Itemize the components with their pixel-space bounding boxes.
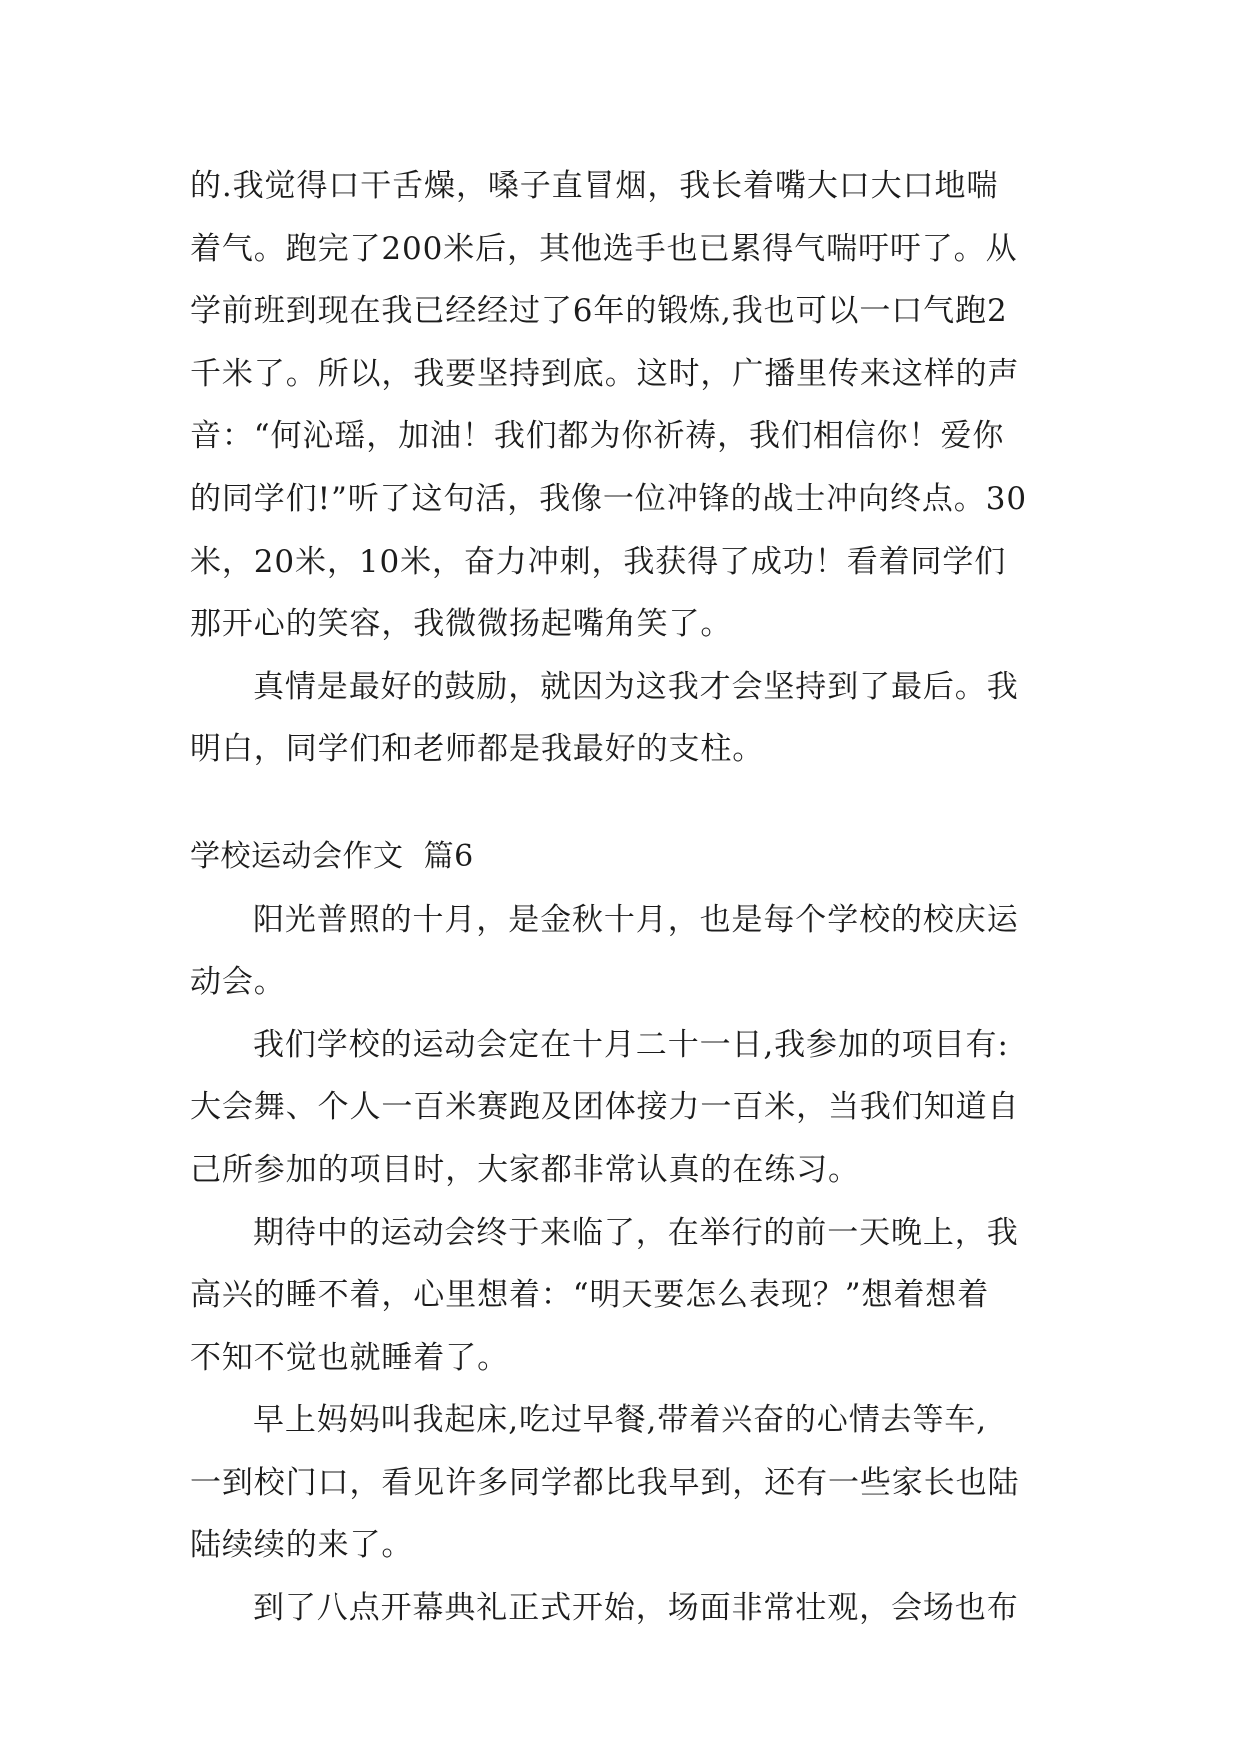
text-line: 期待中的运动会终于来临了，在举行的前一天晚上，我 xyxy=(253,1214,1019,1251)
text-line: 着气。跑完了200米后，其他选手也已累得气喘吁吁了。从 xyxy=(190,230,1018,267)
text-line: 到了八点开幕典礼正式开始，场面非常壮观，会场也布 xyxy=(253,1590,1019,1627)
text-line: 陆续续的来了。 xyxy=(190,1527,414,1564)
paragraph xyxy=(190,889,1050,1014)
text-line: 学前班到现在我已经经过了6年的锻炼,我也可以一口气跑2 xyxy=(190,293,1008,330)
document-body xyxy=(190,155,1050,1640)
text-line: 那开心的笑容，我微微扬起嘴角笑了。 xyxy=(190,606,733,643)
paragraph xyxy=(190,1577,1050,1640)
text-line: 的同学们!”听了这句活，我像一位冲锋的战士冲向终点。30 xyxy=(190,480,1027,517)
text-line: 动会。 xyxy=(190,964,286,1001)
text-line: 真情是最好的鼓励，就因为这我才会坚持到了最后。我 xyxy=(253,668,1019,705)
text-line: 高兴的睡不着，心里想着：“明天要怎么表现？”想着想着 xyxy=(190,1277,990,1314)
text-line: 明白，同学们和老师都是我最好的支柱。 xyxy=(190,731,765,768)
text-line: 大会舞、个人一百米赛跑及团体接力一百米，当我们知道自 xyxy=(190,1089,1020,1126)
paragraph xyxy=(190,1202,1050,1390)
section-heading: 学校运动会作文 篇6 xyxy=(190,838,474,874)
text-line: 米，20米，10米，奋力冲刺，我获得了成功！看着同学们 xyxy=(190,543,1007,580)
text-line: 的.我觉得口干舌燥，嗓子直冒烟，我长着嘴大口大口地喘 xyxy=(190,168,999,204)
paragraph-closing xyxy=(190,656,1050,781)
paragraph xyxy=(190,1014,1050,1202)
text-line: 己所参加的项目时，大家都非常认真的在练习。 xyxy=(190,1151,860,1188)
text-line: 千米了。所以，我要坚持到底。这时，广播里传来这样的声 xyxy=(190,355,1020,392)
text-line: 一到校门口，看见许多同学都比我早到，还有一些家长也陆 xyxy=(190,1464,1020,1501)
text-line: 不知不觉也就睡着了。 xyxy=(190,1339,509,1376)
text-line: 音：“何沁瑶，加油！我们都为你祈祷，我们相信你！爱你 xyxy=(190,418,1005,455)
text-line: 阳光普照的十月，是金秋十月，也是每个学校的校庆运 xyxy=(253,901,1019,938)
paragraph xyxy=(190,1389,1050,1577)
paragraph-continuation xyxy=(190,155,1050,656)
text-line: 我们学校的运动会定在十月二十一日,我参加的项目有: xyxy=(253,1026,1009,1063)
text-line: 早上妈妈叫我起床,吃过早餐,带着兴奋的心情去等车, xyxy=(253,1402,988,1439)
